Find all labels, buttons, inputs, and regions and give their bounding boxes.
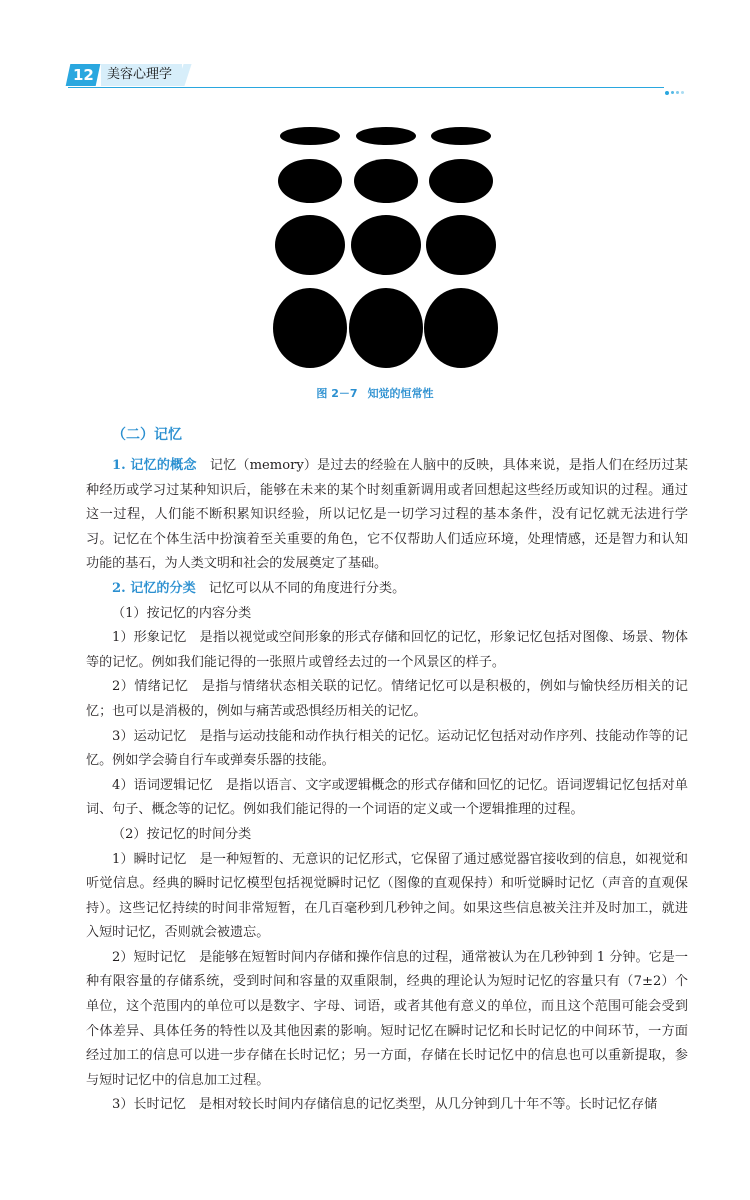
ellipse-r1c3: [431, 127, 491, 145]
item-image-memory: 1）形象记忆 是指以视觉或空间形象的形式存储和回忆的记忆，形象记忆包括对图像、场景、物体等的记忆。例如我们能记得的一张照片或曾经去过的一个风景区的样子。: [86, 630, 688, 670]
item-long-term-memory: 3）长时记忆 是相对较长时间内存储信息的记忆类型，从几分钟到几十年不等。长时记忆存储: [112, 1097, 658, 1113]
page-header: [0, 60, 750, 90]
item-short-term-memory: 2）短时记忆 是能够在短暂时间内存储和操作信息的过程，通常被认为在几秒钟到 1 分钟。它是一种有限容量的存储系统，受到时间和容量的双重限制，经典的理论认为短时记忆的容量只有（7±2）个单位，这个范围内的单位可以是数字、字母、词语，或者其他有意义的单位，而且这个范围可能会受到个体差异、具体任务的特性以及其他因素的影响。短时记忆在瞬时记忆和长时记忆的中间环节，一方面经过加工的信息可以进一步存储在长时记忆；另一方面，存储在长时记忆中的信息也可以重新提取，参与短时记忆中的信息加工过程。: [86, 949, 688, 1088]
page-number: 12: [72, 66, 94, 84]
ellipse-r2c2: [354, 159, 418, 203]
ellipse-r4c1: [273, 288, 347, 368]
ellipse-r2c1: [278, 159, 342, 203]
book-title: 美容心理学: [101, 64, 182, 86]
ellipse-r3c3: [426, 215, 496, 275]
ellipse-r3c2: [351, 215, 421, 275]
figure-caption-text: 知觉的恒常性: [367, 387, 434, 400]
body-text: [86, 420, 688, 1118]
heading-memory-concept: 1. 记忆的概念: [112, 458, 197, 473]
paragraph-memory-concept: [86, 454, 688, 577]
page-number-badge: [66, 64, 101, 86]
item-sensory-memory: 1）瞬时记忆 是一种短暂的、无意识的记忆形式，它保留了通过感觉器官接收到的信息，如视觉和听觉信息。经典的瞬时记忆模型包括视觉瞬时记忆（图像的直观保持）和听觉瞬时记忆（声音的直观保持）。这些记忆持续的时间非常短暂，在几百毫秒到几秒钟之间。如果这些信息被关注并及时加工，就进入短时记忆，否则就会被遗忘。: [86, 851, 688, 941]
heading-by-content: （1）按记忆的内容分类: [112, 605, 252, 621]
ellipse-r1c2: [356, 127, 416, 145]
figure-label: 图 2－7: [316, 387, 358, 400]
item-motor-memory: 3）运动记忆 是指与运动技能和动作执行相关的记忆。运动记忆包括对动作序列、技能动作等的记忆。例如学会骑自行车或弹奏乐器的技能。: [86, 728, 688, 769]
section-heading: （二）记忆: [112, 427, 182, 443]
ellipse-r4c3: [424, 288, 498, 368]
header-rule: [68, 87, 664, 88]
ellipse-r3c1: [275, 215, 345, 275]
item-emotional-memory: 2）情绪记忆 是指与情绪状态相关联的记忆。情绪记忆可以是积极的，例如与愉快经历相关的记忆；也可以是消极的，例如与痛苦或恐惧经历相关的记忆。: [86, 679, 688, 719]
paragraph-memory-types: [86, 577, 688, 602]
header-dots-ornament: [665, 82, 686, 92]
ellipse-r4c2: [349, 288, 423, 368]
figure-caption: [0, 385, 750, 401]
heading-memory-types: 2. 记忆的分类: [112, 580, 196, 596]
ellipse-r1c1: [280, 127, 340, 145]
item-verbal-memory: 4）语词逻辑记忆 是指以语言、文字或逻辑概念的形式存储和回忆的记忆。语词逻辑记忆包括对单词、句子、概念等的记忆。例如我们能记得的一个词语的定义或一个逻辑推理的过程。: [86, 777, 688, 818]
text-memory-concept: 记忆（memory）是过去的经验在人脑中的反映，具体来说，是指人们在经历过某种经历或学习过某种知识后，能够在未来的某个时刻重新调用或者回想起这些经历或知识的过程。通过这一过程，人们能不断积累知识经验，所以记忆是一切学习过程的基本条件，没有记忆就无法进行学习。记忆在个体生活中扮演着至关重要的角色，它不仅帮助人们适应环境，处理情感，还是智力和认知功能的基石，为人类文明和社会的发展奠定了基础。: [86, 458, 688, 572]
heading-by-time: （2）按记忆的时间分类: [112, 826, 252, 842]
constancy-illustration: [260, 115, 520, 380]
text-memory-types: 记忆可以从不同的角度进行分类。: [208, 580, 406, 596]
ellipse-r2c3: [429, 159, 493, 203]
